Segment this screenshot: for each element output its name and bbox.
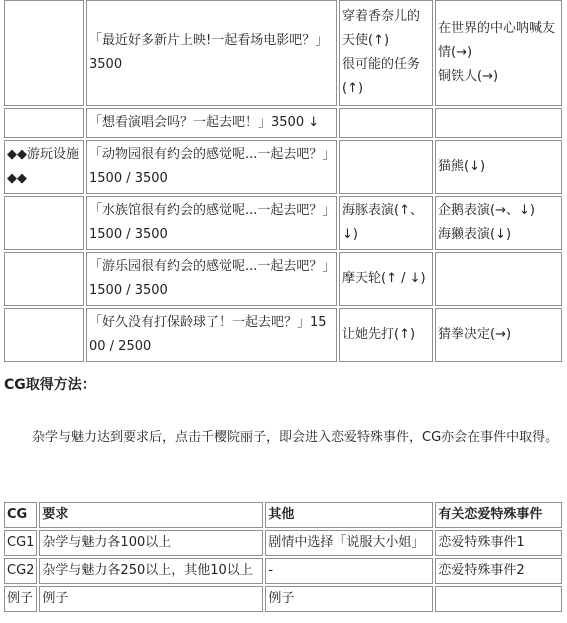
- events-cell: [4, 0, 84, 106]
- events-cell: [339, 140, 433, 194]
- events-cell: [4, 108, 84, 138]
- cg-header-cell: 其他: [265, 502, 433, 528]
- events-cell: 「好久没有打保龄球了！一起去吧？」1500 / 2500: [86, 308, 337, 362]
- cg-cell: 例子: [39, 586, 263, 612]
- cg-header-row: [4, 502, 562, 528]
- events-cell: 「游乐园很有约会的感觉呢...一起去吧？」1500 / 3500: [86, 252, 337, 306]
- cg-description: 杂学与魅力达到要求后，点击千樱院丽子，即会进入恋爱特殊事件，CG亦会在事件中取得。: [32, 430, 559, 445]
- cg-cell: CG1: [4, 530, 37, 556]
- cg-row: [4, 558, 562, 584]
- events-cell: [4, 196, 84, 250]
- events-cell: 在世界的中心呐喊友情(→) 铜铁人(→): [435, 0, 562, 106]
- cg-cell: 杂学与魅力各100以上: [39, 530, 263, 556]
- events-cell: 「最近好多新片上映!一起看场电影吧？」3500: [86, 0, 337, 106]
- events-row: [4, 0, 562, 106]
- cg-cell: 例子: [265, 586, 433, 612]
- cg-cell: 恋爱特殊事件2: [435, 558, 562, 584]
- events-cell: 摩天轮(↑ / ↓): [339, 252, 433, 306]
- cg-cell: [435, 586, 562, 612]
- cg-row: [4, 586, 562, 612]
- events-cell: [339, 108, 433, 138]
- cg-cell: 杂学与魅力各250以上，其他10以上: [39, 558, 263, 584]
- events-cell: 「动物园很有约会的感觉呢...一起去吧？」1500 / 3500: [86, 140, 337, 194]
- cg-cell: 恋爱特殊事件1: [435, 530, 562, 556]
- events-row: [4, 252, 562, 306]
- cg-cell: 剧情中选择「说服大小姐」: [265, 530, 433, 556]
- cg-cell: -: [265, 558, 433, 584]
- cg-header-cell: 要求: [39, 502, 263, 528]
- events-cell: 猫熊(↓): [435, 140, 562, 194]
- events-table: [2, 0, 564, 364]
- events-cell: [4, 308, 84, 362]
- events-cell: 「想看演唱会吗？一起去吧！」3500 ↓: [86, 108, 337, 138]
- events-cell: 猜拳决定(→): [435, 308, 562, 362]
- cg-heading: CG取得方法：: [4, 377, 96, 393]
- events-row: [4, 140, 562, 194]
- cg-header-cell: 有关恋爱特殊事件: [435, 502, 562, 528]
- cg-cell: CG2: [4, 558, 37, 584]
- events-cell: [435, 252, 562, 306]
- events-cell: 企鹅表演(→、↓) 海獭表演(↓): [435, 196, 562, 250]
- events-cell: 穿着香奈儿的天使(↑) 很可能的任务(↑): [339, 0, 433, 106]
- cg-cell: 例子: [4, 586, 37, 612]
- cg-header-cell: CG: [4, 502, 37, 528]
- events-row: [4, 308, 562, 362]
- events-cell: 让她先打(↑): [339, 308, 433, 362]
- cg-table: [2, 500, 564, 614]
- cg-row: [4, 530, 562, 556]
- events-cell: [435, 108, 562, 138]
- events-cell: [4, 252, 84, 306]
- events-row: [4, 108, 562, 138]
- events-cell: ◆◆游玩设施◆◆: [4, 140, 84, 194]
- events-row: [4, 196, 562, 250]
- events-cell: 海豚表演(↑、↓): [339, 196, 433, 250]
- events-cell: 「水族馆很有约会的感觉呢...一起去吧？」1500 / 3500: [86, 196, 337, 250]
